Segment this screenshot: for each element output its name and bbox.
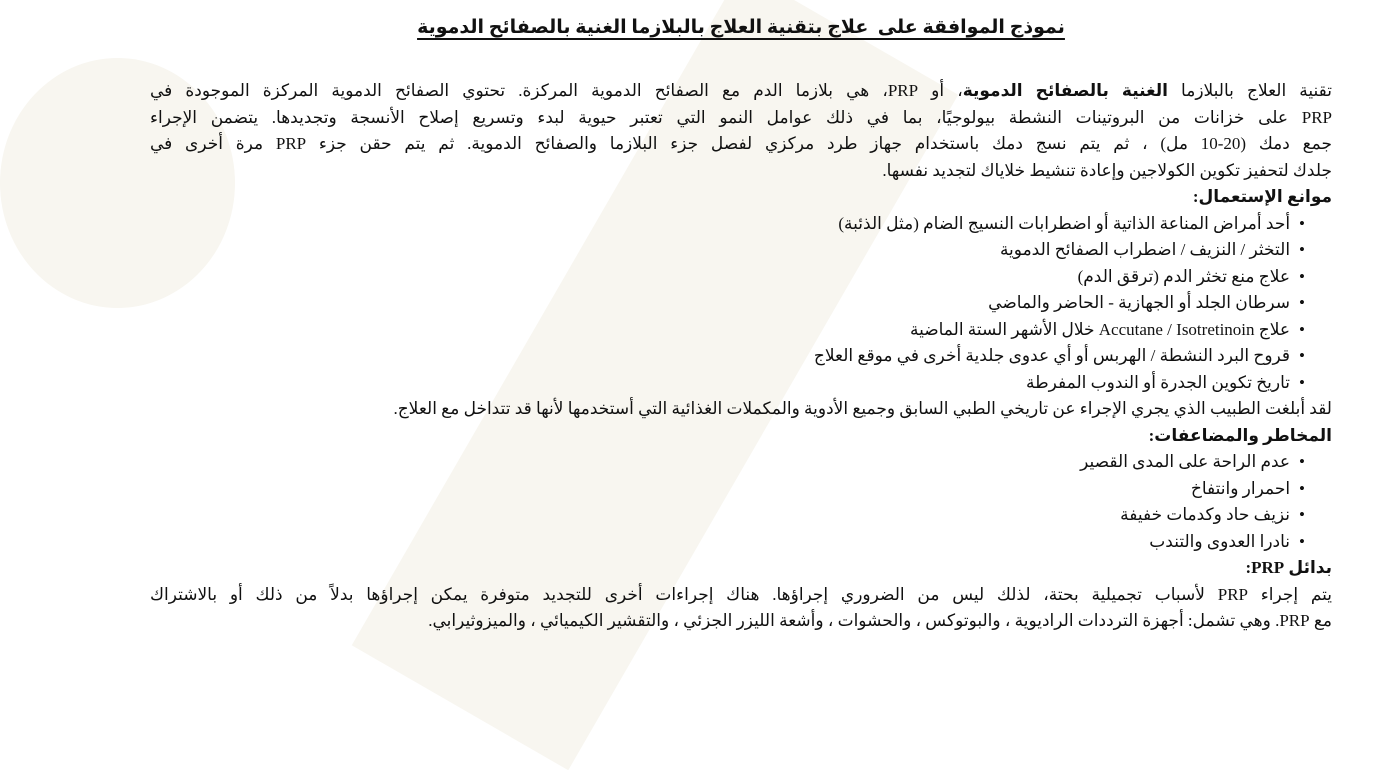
bullet-text: أحد أمراض المناعة الذاتية أو اضطرابات النسيج الضام (مثل الذئبة)	[838, 213, 1291, 233]
text-segment: يتم إجراء PRP لأسباب تجميلية بحتة، لذلك ليس من الضروري إجراؤها. هناك إجراءات أخرى للتجديد متوفرة يمكن إجراؤها بدلاً من ذلك أو بالاشتراك	[150, 584, 1332, 604]
text-line	[150, 78, 1332, 105]
bullet-text: نادرا العدوى والتندب	[1149, 531, 1291, 551]
bullet-item	[150, 370, 1332, 397]
bullet-item	[150, 290, 1332, 317]
bold-text-segment: الغنية بالصفائح الدموية	[962, 81, 1168, 100]
document-title: نموذج الموافقة على علاج بتقنية العلاج بالبلازما الغنية بالصفائح الدموية	[417, 17, 1065, 38]
bullet-item	[150, 502, 1332, 529]
bullet-item	[150, 211, 1332, 238]
bullet-text: احمرار وانتفاخ	[1190, 478, 1291, 498]
bullet-item	[150, 264, 1332, 291]
section-heading: المخاطر والمضاعفات:	[1148, 425, 1332, 445]
text-line	[150, 396, 1332, 423]
bullet-dot-icon: •	[1299, 266, 1305, 286]
bullet-dot-icon: •	[1299, 213, 1305, 233]
text-line	[150, 582, 1332, 609]
text-segment: جمع دمك (20-10 مل) ، ثم يتم نسج دمك باستخدام جهاز طرد مركزي لفصل جزء البلازما والصفائح الدموية. ثم يتم حقن جزء PRP مرة أخرى في	[150, 134, 1332, 153]
bullet-item	[150, 529, 1332, 556]
text-segment: جلدك لتحفيز تكوين الكولاجين وإعادة تنشيط خلاياك لتجديد نفسها.	[882, 160, 1332, 180]
bullet-text: سرطان الجلد أو الجهازية - الحاضر والماضي	[988, 293, 1291, 312]
document-page	[95, 0, 1387, 630]
text-line	[150, 131, 1332, 158]
document-content	[95, 0, 1387, 635]
bullet-item	[150, 237, 1332, 264]
bullet-dot-icon: •	[1299, 319, 1305, 339]
bullet-text: نزيف حاد وكدمات خفيفة	[1120, 505, 1291, 524]
text-line	[150, 158, 1332, 185]
text-line	[150, 105, 1332, 132]
bullet-dot-icon: •	[1299, 372, 1305, 392]
bullet-text: علاج منع تخثر الدم (ترقق الدم)	[1077, 266, 1291, 286]
bullet-dot-icon: •	[1299, 293, 1305, 312]
section-heading: بدائل PRP:	[1245, 558, 1332, 577]
document-body	[150, 78, 1332, 635]
bullet-text: عدم الراحة على المدى القصير	[1080, 452, 1291, 471]
bullet-dot-icon: •	[1299, 505, 1305, 524]
bullet-text: تاريخ تكوين الجدرة أو الندوب المفرطة	[1026, 372, 1291, 392]
bullet-item	[150, 317, 1332, 344]
bullet-dot-icon: •	[1299, 478, 1305, 498]
bullet-item	[150, 343, 1332, 370]
text-segment: مع PRP. وهي تشمل: أجهزة الترددات الراديوية ، والبوتوكس ، والحشوات ، وأشعة الليزر الجزئي ، والتقشير الكيميائي ، والميزوثيرابي.	[428, 611, 1332, 630]
bullet-text: قروح البرد النشطة / الهربس أو أي عدوى جلدية أخرى في موقع العلاج	[813, 346, 1291, 365]
bullet-dot-icon: •	[1299, 346, 1305, 365]
text-segment: ، أو PRP، هي بلازما الدم مع الصفائح الدموية المركزة. تحتوي الصفائح الدموية المركزة الموجودة في	[150, 81, 963, 100]
bullet-item	[150, 449, 1332, 476]
bullet-item	[150, 476, 1332, 503]
text-segment: لقد أبلغت الطبيب الذي يجري الإجراء عن تاريخي الطبي السابق وجميع الأدوية والمكملات الغذائية التي أستخدمها لأنها قد تتداخل مع العلاج.	[393, 399, 1332, 418]
text-segment: تقنية العلاج بالبلازما	[1167, 81, 1333, 100]
bullet-dot-icon: •	[1299, 452, 1305, 471]
text-line	[150, 608, 1332, 635]
bullet-dot-icon: •	[1299, 240, 1305, 259]
bullet-text: التخثر / النزيف / اضطراب الصفائح الدموية	[999, 240, 1291, 259]
bullet-dot-icon: •	[1299, 531, 1305, 551]
bullet-text: علاج Accutane / Isotretinoin خلال الأشهر الستة الماضية	[909, 319, 1291, 339]
section-heading: موانع الإستعمال:	[1192, 187, 1332, 206]
text-segment: PRP على خزانات من البروتينات النشطة بيولوجيًا، بما في ذلك عوامل النمو التي تعتبر حيوية لبدء وتسريع إصلاح الأنسجة وتجديدها. يتضمن الإجراء	[150, 107, 1332, 127]
